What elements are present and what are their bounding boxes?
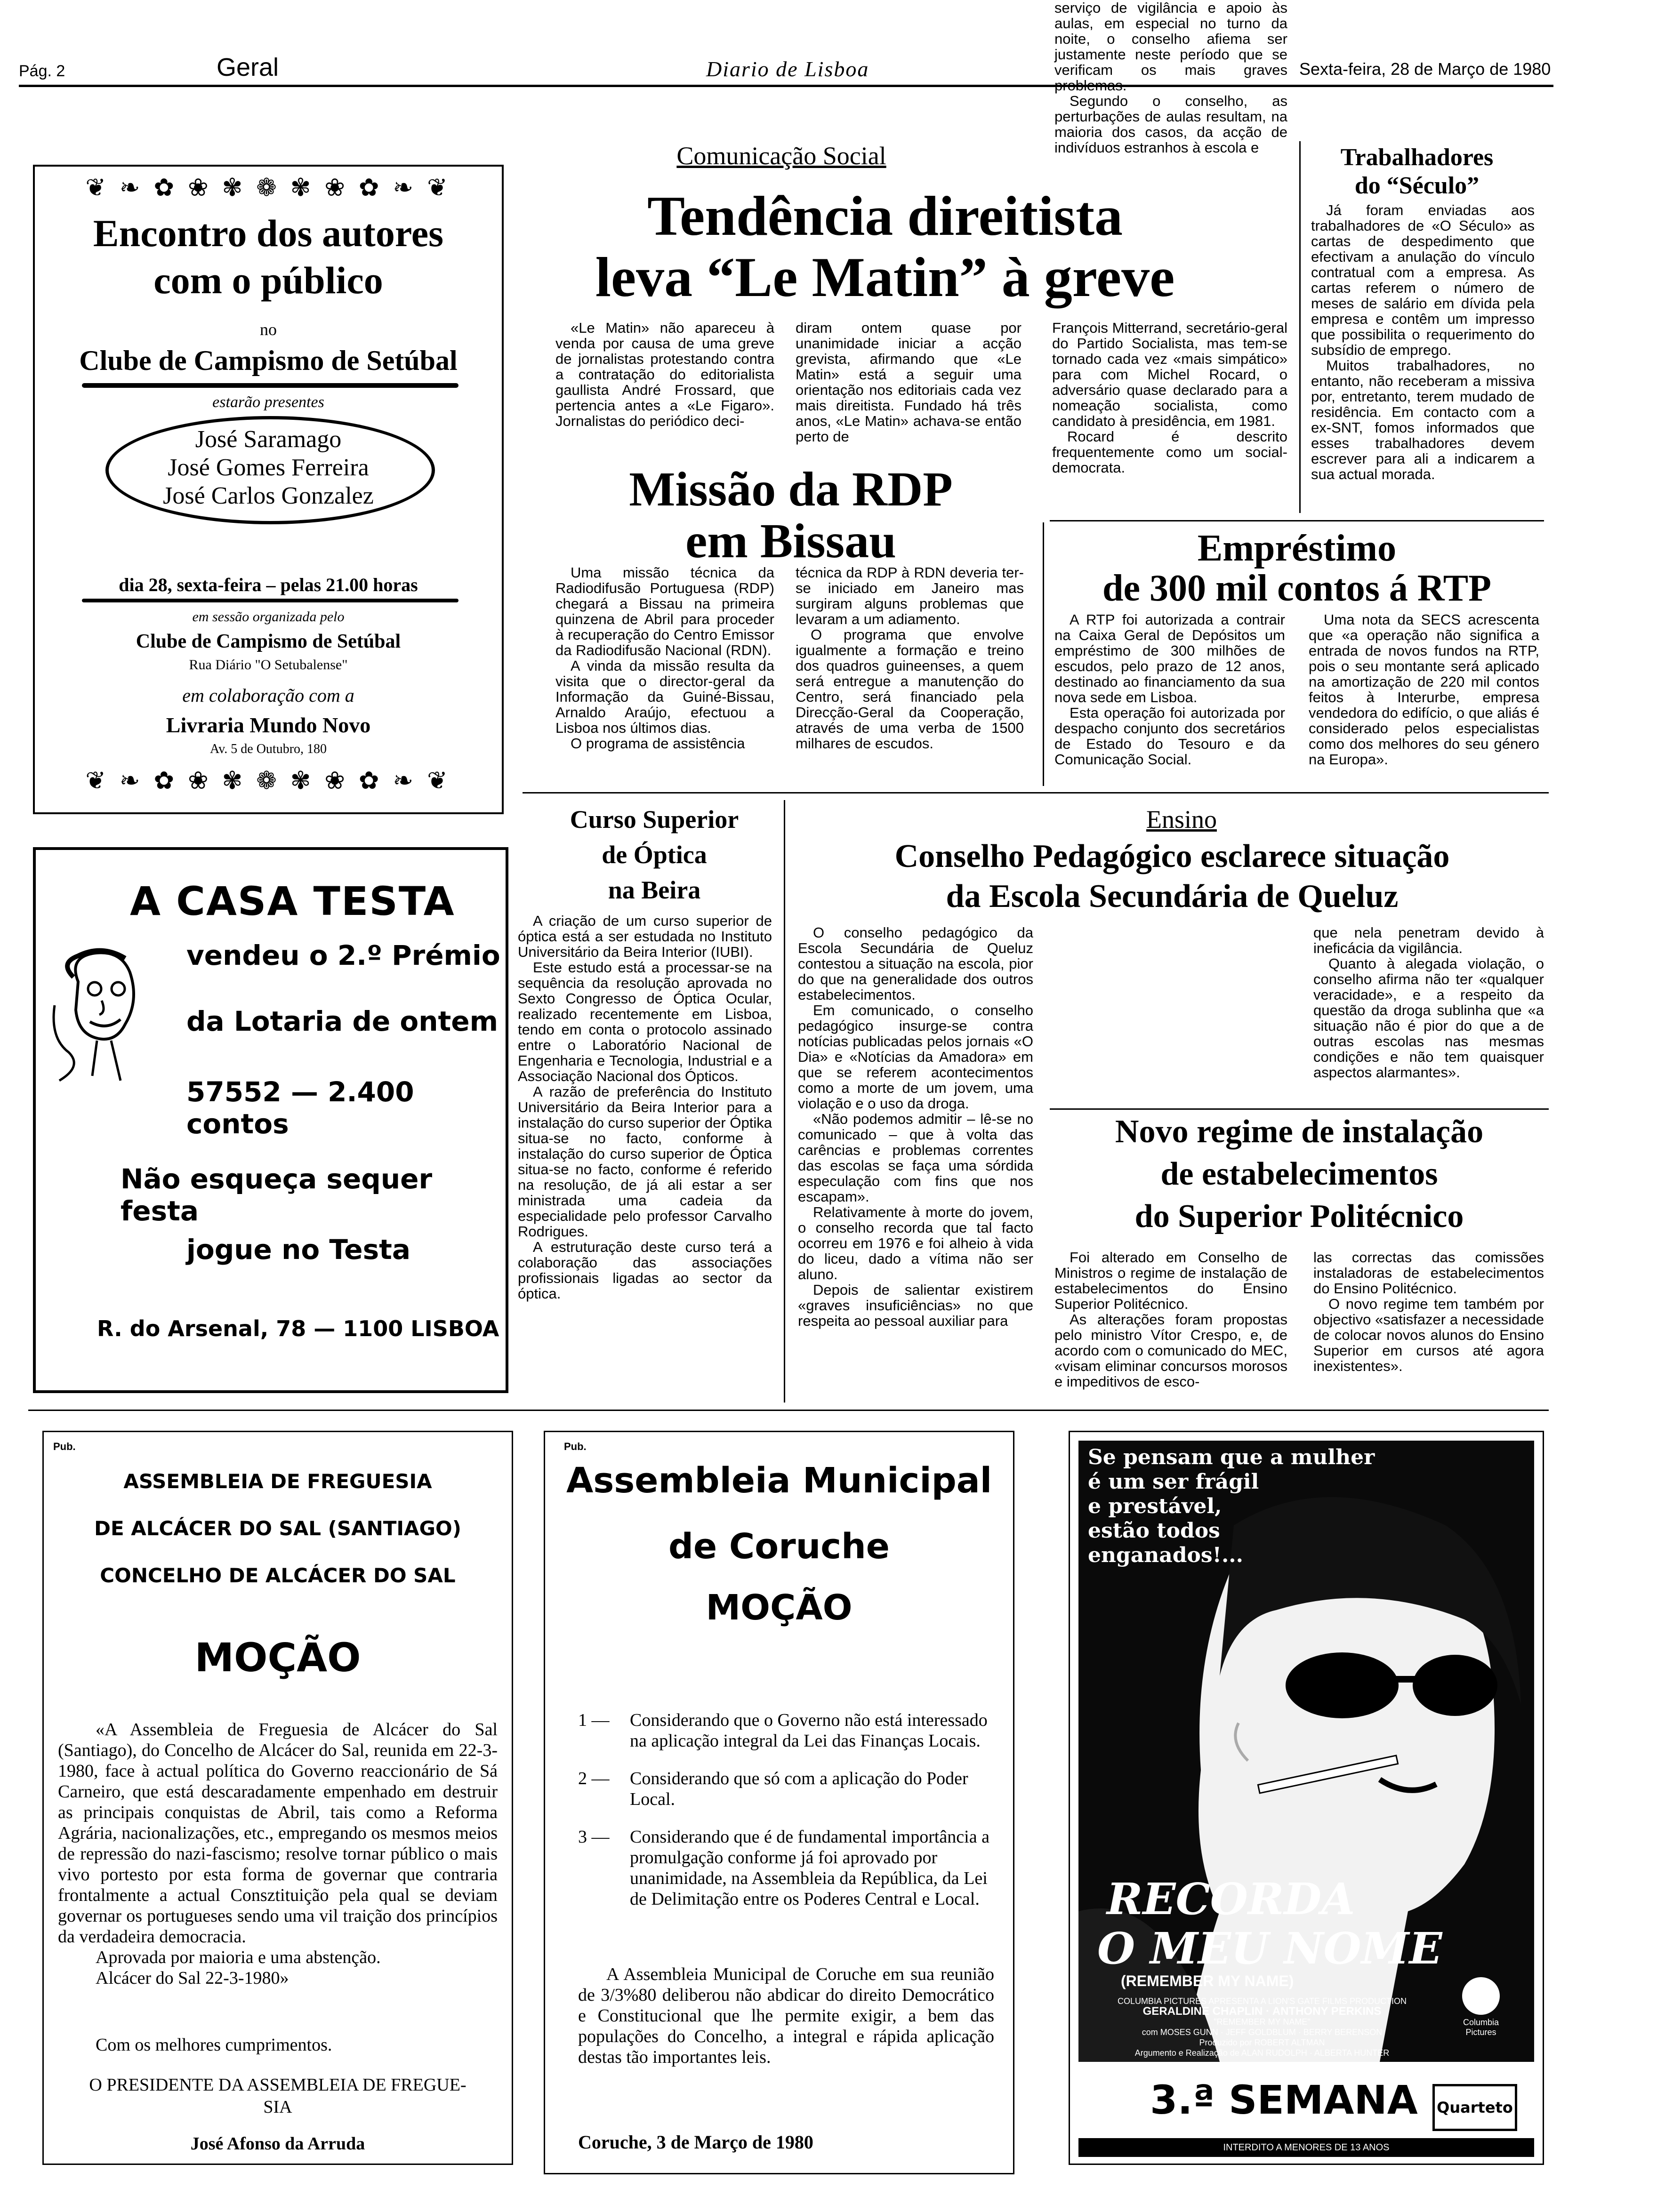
lower-section-rule	[28, 1410, 1549, 1411]
alcacer-name: José Afonso da Arruda	[190, 2134, 365, 2154]
le-matin-headline-1: Tendência direitista	[647, 184, 1123, 247]
coruche-date: Coruche, 3 de Março de 1980	[578, 2132, 813, 2153]
ad-presentes: estarão presentes	[212, 393, 324, 411]
coruche-body: A Assembleia Municipal de Coruche em sua reunião de 3/3%80 deliberou não abdicar do direito Democrático e Constitucional que lhe permite exigir, a bem das populações do Concelho, a integral e rápida aplicação destas tão importantes leis.	[578, 1964, 994, 2067]
coruche-item: 2 — Considerando que só com a aplicação do Poder Local.	[578, 1769, 968, 1809]
seculo-text: Já foram enviadas aos trabalhadores de «O Século» as cartas de despedimento que efectivam a anulação do vínculo contratual com a empresa. As cartas referem o número de meses de salário em dívida pela empresa e contêm um impresso que possibilita o requerimento do subsídio de emprego. Muitos trabalhadores, no entanto, não receberam a missiva por, entretanto, terem mudado de residência. Em contacto com a ex-SNT, fomos informados que esses trabalhadores devem escrever para ali a indicarem a sua actual morada.	[1311, 202, 1535, 482]
alcacer-sign-2: SIA	[263, 2097, 292, 2117]
le-matin-col-3: François Mitterrand, secretário-geral do Partido Socialista, mas tem-se tornado cada vez «mais simpático» para com Michel Rocard, o adversário quase declarado para a nomeação socialista, como candidato à presidência, em 1981. Rocard é descrito frequentemente como um social-democrata.	[1052, 320, 1287, 476]
coruche-mocao: MOÇÃO	[706, 1587, 853, 1628]
mid-rule	[523, 792, 1549, 793]
film-title-2: O MEU NOME	[1097, 1923, 1442, 1974]
film-tagline-4: estão todos	[1088, 1519, 1220, 1543]
ad-title-line2: com o público	[153, 259, 383, 302]
seculo-headline-2: do “Século”	[1354, 172, 1480, 199]
film-credits: COLUMBIA PICTURES APRESENTA A LION'S GATE FILMS PRODUCTION GERALDINE CHAPLIN · ANTHONY PERKINS "REMEMBER MY NAME" com MOSES GUNN · JEFF GOLDBLUM · BERRY BERENSON Produzido por ROBERT ALTMAN Argumento e Realização de ALAN RUDOLPH · ALBERTA HUNTER	[1118, 1996, 1407, 2058]
alcacer-line-3: CONCELHO DE ALCÁCER DO SAL	[100, 1564, 456, 1587]
testa-line-2: da Lotaria de ontem	[186, 1005, 499, 1037]
film-tagline-5: enganados!...	[1088, 1543, 1243, 1567]
caricature-image	[50, 944, 158, 1085]
ad-colab: em colaboração com a	[182, 685, 354, 706]
rdp-headline-2: em Bissau	[685, 514, 896, 568]
queluz-headline-1: Conselho Pedagógico esclarece situação	[894, 838, 1450, 874]
ad-address: Rua Diário "O Setubalense"	[189, 657, 348, 673]
seculo-headline-1: Trabalhadores	[1340, 144, 1494, 171]
film-title-1: RECORDA	[1107, 1874, 1355, 1924]
ad-bookstore: Livraria Mundo Novo	[166, 713, 371, 737]
alcacer-regards: Com os melhores cumprimentos.	[96, 2035, 332, 2055]
queluz-col-2: serviço de vigilância e apoio às aulas, em especial no turno da noite, o conselho afiema ser justamente neste período que se verificam os mais graves problemas. Segundo o conselho, as perturbações de aulas resultam, na maioria dos casos, da acção de indivíduos estranhos à escola e	[1054, 0, 1287, 156]
testa-address: R. do Arsenal, 78 — 1100 LISBOA	[97, 1316, 499, 1341]
politecnico-col-2: las correctas das comissões instaladoras de estabelecimentos do Ensino Politécnico. O novo regime tem também por objectivo «satisfazer a necessidade de colocar novos alunos do Ensino Superior em cursos até agora inexistentes».	[1313, 1249, 1544, 1374]
optica-divider	[784, 800, 785, 1403]
comunicacao-kicker: Comunicação Social	[676, 142, 886, 170]
film-photo	[1078, 1441, 1534, 2062]
ad-author-2: José Gomes Ferreira	[168, 454, 369, 481]
rdp-col-1: Uma missão técnica da Radiodifusão Portuguesa (RDP) chegará a Bissau na primeira quinzena de Abril para proceder à recuperação do Centro Emissor da Radiodifusão Nacional (RDN). A vinda da missão resulta da visita que o director-geral da Informação da Guiné-Bissau, Arnaldo Araújo, efectuou a Lisboa nos últimos dias. O programa de assistência	[555, 564, 774, 752]
optica-text: A criação de um curso superior de óptica está a ser estudada no Instituto Universitário da Beira Interior (IUBI). Este estudo está a processar-se na sequência da resolução aprovada no Sexto Congresso de Óptica Ocular, realizado recentemente em Lisboa, tendo em conta o protocolo assinado entre o Laboratório Nacional de Engenharia e Tecnologia, Industrial e a Associação Nacional dos Ópticos. A razão de preferência do Instituto Universitário da Beira Interior para a instalação do curso superior der Óptika situa-se no facto, conforme à instalação do curso superior de Óptica situa-se no facto, conforme é referido na resolução, de já ali estar a ser ministrada uma cadeia da especialidade pelo professor Carvalho Rodrigues. A estruturação deste curso terá a colaboração das associações profissionais ligadas ao sector da óptica.	[518, 913, 772, 1302]
ad-author-1: José Saramago	[195, 426, 342, 453]
alcacer-sign-1: O PRESIDENTE DA ASSEMBLEIA DE FREGUE-	[89, 2075, 467, 2095]
film-tagline-1: Se pensam que a mulher	[1088, 1445, 1375, 1469]
coruche-pub-tag: Pub.	[564, 1441, 587, 1452]
ornament-top: ❦ ❧ ✿ ❀ ✾ ❁ ✾ ❀ ✿ ❧ ❦	[85, 175, 451, 201]
alcacer-line-2: DE ALCÁCER DO SAL (SANTIAGO)	[94, 1517, 461, 1540]
queluz-col-1: O conselho pedagógico da Escola Secundária de Queluz contestou a situação na escola, pior do que na generalidade dos outros estabelecimentos. Em comunicado, o conselho pedagógico insurge-se contra notícias publicadas pelos jornais «O Dia» e «Notícias da Amadora» em que se referem acontecimentos como a morte de um jovem, uma violação e o uso da droga. «Não podemos admitir – lê-se no comunicado – que à volta das carências e problemas correntes das escolas se faça uma sórdida especulação com fins que nos escapam». Relativamente à morte do jovem, o conselho recorda que tal facto ocorreu em 1976 e foi alheio à vida do liceu, dado a vítima não ser aluno. Depois de salientar existirem «graves insuficiências» no que respeita ao pessoal auxiliar para	[798, 924, 1033, 1329]
emprestimo-col-2: Uma nota da SECS acrescenta que «a operação não significa a entrada de novos fundos na RTP, pois o seu montante será aplicado na amortização de 220 mil contos feitos à Interurbe, empresa vendedora do edifício, o que aliás é considerado pelos especialistas como dos melhores do seu género na Europa».	[1309, 611, 1539, 768]
alcacer-line-1: ASSEMBLEIA DE FREGUESIA	[123, 1470, 432, 1493]
ad-no: no	[260, 320, 277, 339]
ornament-bottom: ❦ ❧ ✿ ❀ ✾ ❁ ✾ ❀ ✿ ❧ ❦	[85, 768, 451, 794]
ad-event-date: dia 28, sexta-feira – pelas 21.00 horas	[119, 574, 418, 595]
ad-session: em sessão organizada pelo	[192, 609, 345, 625]
coruche-item: 3 — Considerando que é de fundamental importância a promulgação conforme já foi aprovado por unanimidade, na Assembleia da República, da Lei de Delimitação entre os Poderes Central e Local.	[578, 1827, 989, 1909]
ad-encontro-box	[33, 165, 504, 814]
section-name: Geral	[217, 53, 279, 81]
film-tagline-3: e prestável,	[1088, 1494, 1222, 1518]
ad-author-3: José Carlos Gonzalez	[163, 482, 374, 509]
masthead: Diario de Lisboa	[706, 57, 869, 81]
testa-title: A CASA TESTA	[130, 878, 455, 924]
le-matin-col-1: «Le Matin» não apareceu à venda por causa de uma greve de jornalistas protestando contra a contratação do editorialista gaullista André Frossard, que pertencia antes a «Le Figaro». Jornalistas do periódico deci-	[555, 320, 774, 429]
coruche-items	[578, 1710, 994, 1926]
queluz-bottom-rule	[1050, 1108, 1549, 1110]
testa-line-5: jogue no Testa	[186, 1234, 410, 1266]
emprestimo-headline-1: Empréstimo	[1197, 528, 1397, 569]
politecnico-headline-3: do Superior Politécnico	[1134, 1198, 1464, 1234]
le-matin-col-2: diram ontem quase por unanimidade iniciar a acção grevista, afirmando que «Le Matin» está a seguir uma orientação nos editoriais cada vez mais direitista. Fundado há três anos, «Le Matin» achava-se então perto de	[796, 320, 1022, 445]
rdp-col-2: técnica da RDP à RDN deveria ter-se iniciado em Janeiro mas surgiram alguns problemas que levaram a um adiamento. O programa que envolve igualmente a formação e treino dos quadros guineenses, a quem será entregue a manutenção do Centro, será financiado pela Direcção-Geral da Cooperação, através de uma verba de 1500 milhares de escudos.	[796, 564, 1024, 752]
emprestimo-col-1: A RTP foi autorizada a contrair na Caixa Geral de Depósitos um empréstimo de 300 milhões de escudos, pelo prazo de 12 anos, destinado ao financiamento da sua nova sede em Lisboa. Esta operação foi autorizada por despacho conjunto dos secretários de Estado do Tesouro e da Comunicação Social.	[1054, 611, 1285, 768]
optica-headline-2: de Óptica	[602, 841, 707, 869]
page-number: Pág. 2	[19, 62, 65, 80]
columbia-logo: Columbia Pictures	[1450, 1977, 1512, 2037]
le-matin-headline-2: leva “Le Matin” à greve	[595, 246, 1175, 308]
ad-film-box	[1069, 1431, 1544, 2165]
ad-club2: Clube de Campismo de Setúbal	[136, 631, 401, 652]
queluz-col-3: que nela penetram devido à ineficácia da vigilância. Quanto à alegada violação, o conselho afirma não ter «qualquer veracidade», e a respeito da questão da droga sublinha que «a situação não é pior do que a de outras escolas nas mesmas condições e não tem quaisquer aspectos alarmantes».	[1313, 924, 1544, 1081]
emprestimo-headline-2: de 300 mil contos á RTP	[1102, 568, 1492, 609]
ad-bookstore-address: Av. 5 de Outubro, 180	[209, 742, 327, 756]
alcacer-pub-tag: Pub.	[53, 1441, 76, 1452]
optica-headline-1: Curso Superior	[570, 805, 739, 834]
film-tagline-2: é um ser frágil	[1088, 1470, 1259, 1494]
ad-club: Clube de Campismo de Setúbal	[79, 345, 458, 376]
rdp-headline-1: Missão da RDP	[629, 462, 953, 516]
testa-line-1: vendeu o 2.º Prémio	[186, 939, 500, 971]
coruche-item: 1 — Considerando que o Governo não está interessado na aplicação integral da Lei das Finanças Locais.	[578, 1710, 988, 1751]
ad-casa-testa-box	[33, 847, 508, 1393]
coruche-title-2: de Coruche	[668, 1526, 890, 1567]
issue-date: Sexta-feira, 28 de Março de 1980	[1299, 59, 1551, 79]
ad-alcacer-box	[42, 1431, 513, 2165]
header-rule	[19, 85, 1553, 87]
ad-date-underline	[82, 599, 458, 602]
politecnico-headline-1: Novo regime de instalação	[1115, 1114, 1484, 1150]
ad-coruche-box	[544, 1431, 1014, 2174]
rdp-divider	[1043, 522, 1044, 786]
ensino-kicker: Ensino	[1146, 805, 1217, 834]
alcacer-body: «A Assembleia de Freguesia de Alcácer do Sal (Santiago), do Concelho de Alcácer do Sal, reunida em 22-3-1980, face à actual política do Governo reaccionário de Sá Carneiro, que está descaradamente empenhado em destruir as principais conquistas de Abril, tais como a Reforma Agrária, nacionalizações, etc., empregando os mesmos meios de repressão do nazi-fascismo; resolve tornar público o mais vivo portesto por esta forma de governar que contraria frontalmente a actual Consztituição pela qual se deviam governar os portugueses sendo uma vil traição dos princípios da verdadeira democracia. Aprovada por maioria e uma abstenção. Alcácer do Sal 22-3-1980»	[58, 1720, 498, 1988]
seculo-divider	[1299, 141, 1301, 513]
film-week: 3.ª SEMANA	[1150, 2077, 1418, 2123]
coruche-title-1: Assembleia Municipal	[566, 1460, 992, 1501]
emprestimo-top-rule	[1050, 520, 1544, 521]
queluz-headline-2: da Escola Secundária de Queluz	[946, 878, 1399, 914]
alcacer-mocao: MOÇÃO	[194, 1635, 361, 1681]
film-rating-bar	[1078, 2138, 1534, 2157]
ad-club-underline	[82, 383, 458, 388]
testa-line-4: Não esqueça sequer festa	[121, 1163, 433, 1227]
optica-headline-3: na Beira	[608, 876, 701, 904]
politecnico-col-1: Foi alterado em Conselho de Ministros o regime de instalação de estabelecimentos do Ensino Superior Politécnico. As alterações foram propostas pelo ministro Vítor Crespo, e, de acordo com o comunicado do MEC, «visam eliminar concursos morosos e impeditivos de esco-	[1054, 1249, 1287, 1390]
politecnico-headline-2: de estabelecimentos	[1160, 1156, 1438, 1192]
ad-title-line1: Encontro dos autores	[93, 212, 444, 255]
cinema-logo: Quarteto	[1432, 2084, 1517, 2131]
testa-line-3: 57552 — 2.400 contos	[186, 1076, 414, 1140]
film-subtitle: (REMEMBER MY NAME)	[1121, 1972, 1294, 1989]
film-rating: INTERDITO A MENORES DE 13 ANOS	[1223, 2142, 1390, 2153]
